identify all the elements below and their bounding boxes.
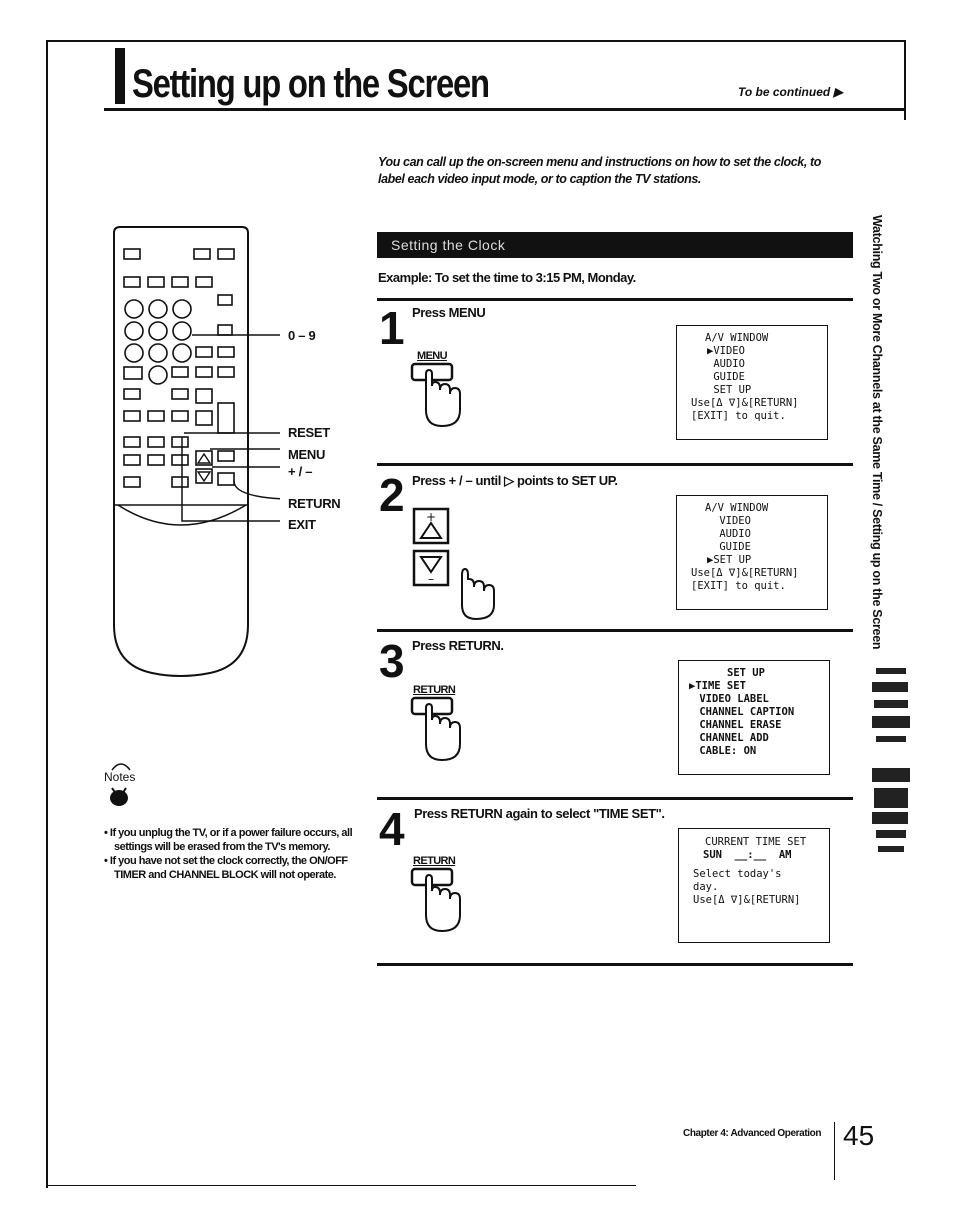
screen-line: SET UP [707, 384, 752, 396]
screen-line: CURRENT TIME SET [705, 836, 807, 848]
step-divider [377, 797, 853, 800]
screen-line: AUDIO [707, 358, 745, 370]
callout-reset: RESET [288, 425, 330, 440]
button-label: MENU [417, 350, 447, 362]
step-text: Press RETURN again to select "TIME SET". [414, 806, 665, 821]
thumb-index-tab [870, 660, 914, 905]
screen-line: GUIDE [713, 541, 751, 553]
screen-line: SET UP [727, 667, 765, 679]
step-divider [377, 629, 853, 632]
screen-line: CABLE: ON [693, 745, 757, 757]
screen-line: VIDEO [713, 515, 751, 527]
tv-screen-time-set [678, 828, 830, 943]
note-item: • If you unplug the TV, or if a power failure occurs, all settings will be erased from the TV's memory. [104, 827, 353, 853]
screen-line: [EXIT] to quit. [691, 580, 786, 592]
svg-text:–: – [428, 572, 434, 586]
screen-line: A/V WINDOW [705, 332, 769, 344]
note-item: • If you have not set the clock correctly, the ON/OFF TIMER and CHANNEL BLOCK will not operate. [104, 855, 348, 881]
screen-line: AUDIO [713, 528, 751, 540]
screen-line: A/V WINDOW [705, 502, 769, 514]
section-heading-bar [377, 232, 853, 258]
step-divider [377, 298, 853, 301]
callout-plus-minus: + / – [288, 464, 313, 479]
step-number: 3 [379, 635, 405, 687]
callout-digits: 0 – 9 [288, 328, 316, 343]
tv-screen-menu [676, 325, 828, 440]
page-title: Setting up on the Screen [132, 62, 489, 106]
notes-title: Notes [104, 770, 136, 784]
step-text: Press RETURN. [412, 638, 504, 653]
step-number: 4 [379, 803, 405, 855]
step-number: 1 [379, 302, 405, 354]
chapter-side-tab [860, 215, 892, 655]
screen-line: VIDEO LABEL [693, 693, 769, 705]
button-label: RETURN [413, 855, 456, 867]
plus-minus-buttons-icon [410, 505, 510, 625]
screen-line: ▶VIDEO [707, 345, 745, 357]
screen-line: ▶TIME SET [689, 680, 746, 692]
page-left-border [46, 40, 48, 1188]
button-label: RETURN [413, 684, 456, 696]
side-tab-text: Watching Two or More Channels at the Same Time / Setting up on the Screen [870, 215, 884, 650]
page-number: 45 [843, 1120, 875, 1151]
screen-line: Use[Δ ∇]&[RETURN] [691, 567, 799, 579]
screen-line: CHANNEL ADD [693, 732, 769, 744]
step-text: Press MENU [412, 305, 486, 320]
callout-exit: EXIT [288, 517, 316, 532]
hand-press-icon [410, 694, 470, 766]
screen-line: SUN __:__ AM [703, 849, 792, 861]
title-underline [104, 108, 904, 111]
title-marker [115, 48, 125, 104]
footer-chapter: Chapter 4: Advanced Operation [683, 1128, 822, 1139]
screen-line: Select today's [693, 868, 782, 880]
screen-line: GUIDE [707, 371, 745, 383]
step-text: Press + / – until ▷ points to SET UP. [412, 473, 618, 488]
screen-line: [EXIT] to quit. [691, 410, 786, 422]
page-right-border [904, 40, 906, 120]
section-heading: Setting the Clock [391, 237, 506, 253]
step-divider [377, 963, 853, 966]
intro-text: You can call up the on-screen menu and instructions on how to set the clock, to label each video input mode, or to caption the TV stations. [378, 155, 821, 186]
screen-line: CHANNEL CAPTION [693, 706, 795, 718]
hand-press-icon [410, 360, 470, 432]
continued-label: To be continued ▶ [738, 85, 843, 99]
step-number: 2 [379, 469, 405, 521]
screen-line: CHANNEL ERASE [693, 719, 782, 731]
screen-line: day. [693, 881, 719, 893]
tv-screen-menu [676, 495, 828, 610]
remote-control-illustration [100, 225, 280, 685]
page-top-border [46, 40, 906, 42]
page-bottom-border [46, 1185, 636, 1186]
example-text: Example: To set the time to 3:15 PM, Monday. [378, 270, 636, 285]
tv-screen-setup [678, 660, 830, 775]
callout-menu: MENU [288, 447, 326, 462]
notes-list [104, 826, 364, 882]
callout-return: RETURN [288, 496, 341, 511]
footer-divider [834, 1122, 835, 1180]
svg-text:+: + [425, 510, 437, 524]
screen-line: Use[Δ ∇]&[RETURN] [691, 397, 799, 409]
step-divider [377, 463, 853, 466]
screen-line: Use[Δ ∇]&[RETURN] [693, 894, 801, 906]
screen-line: ▶SET UP [707, 554, 752, 566]
hand-press-icon [410, 865, 470, 937]
